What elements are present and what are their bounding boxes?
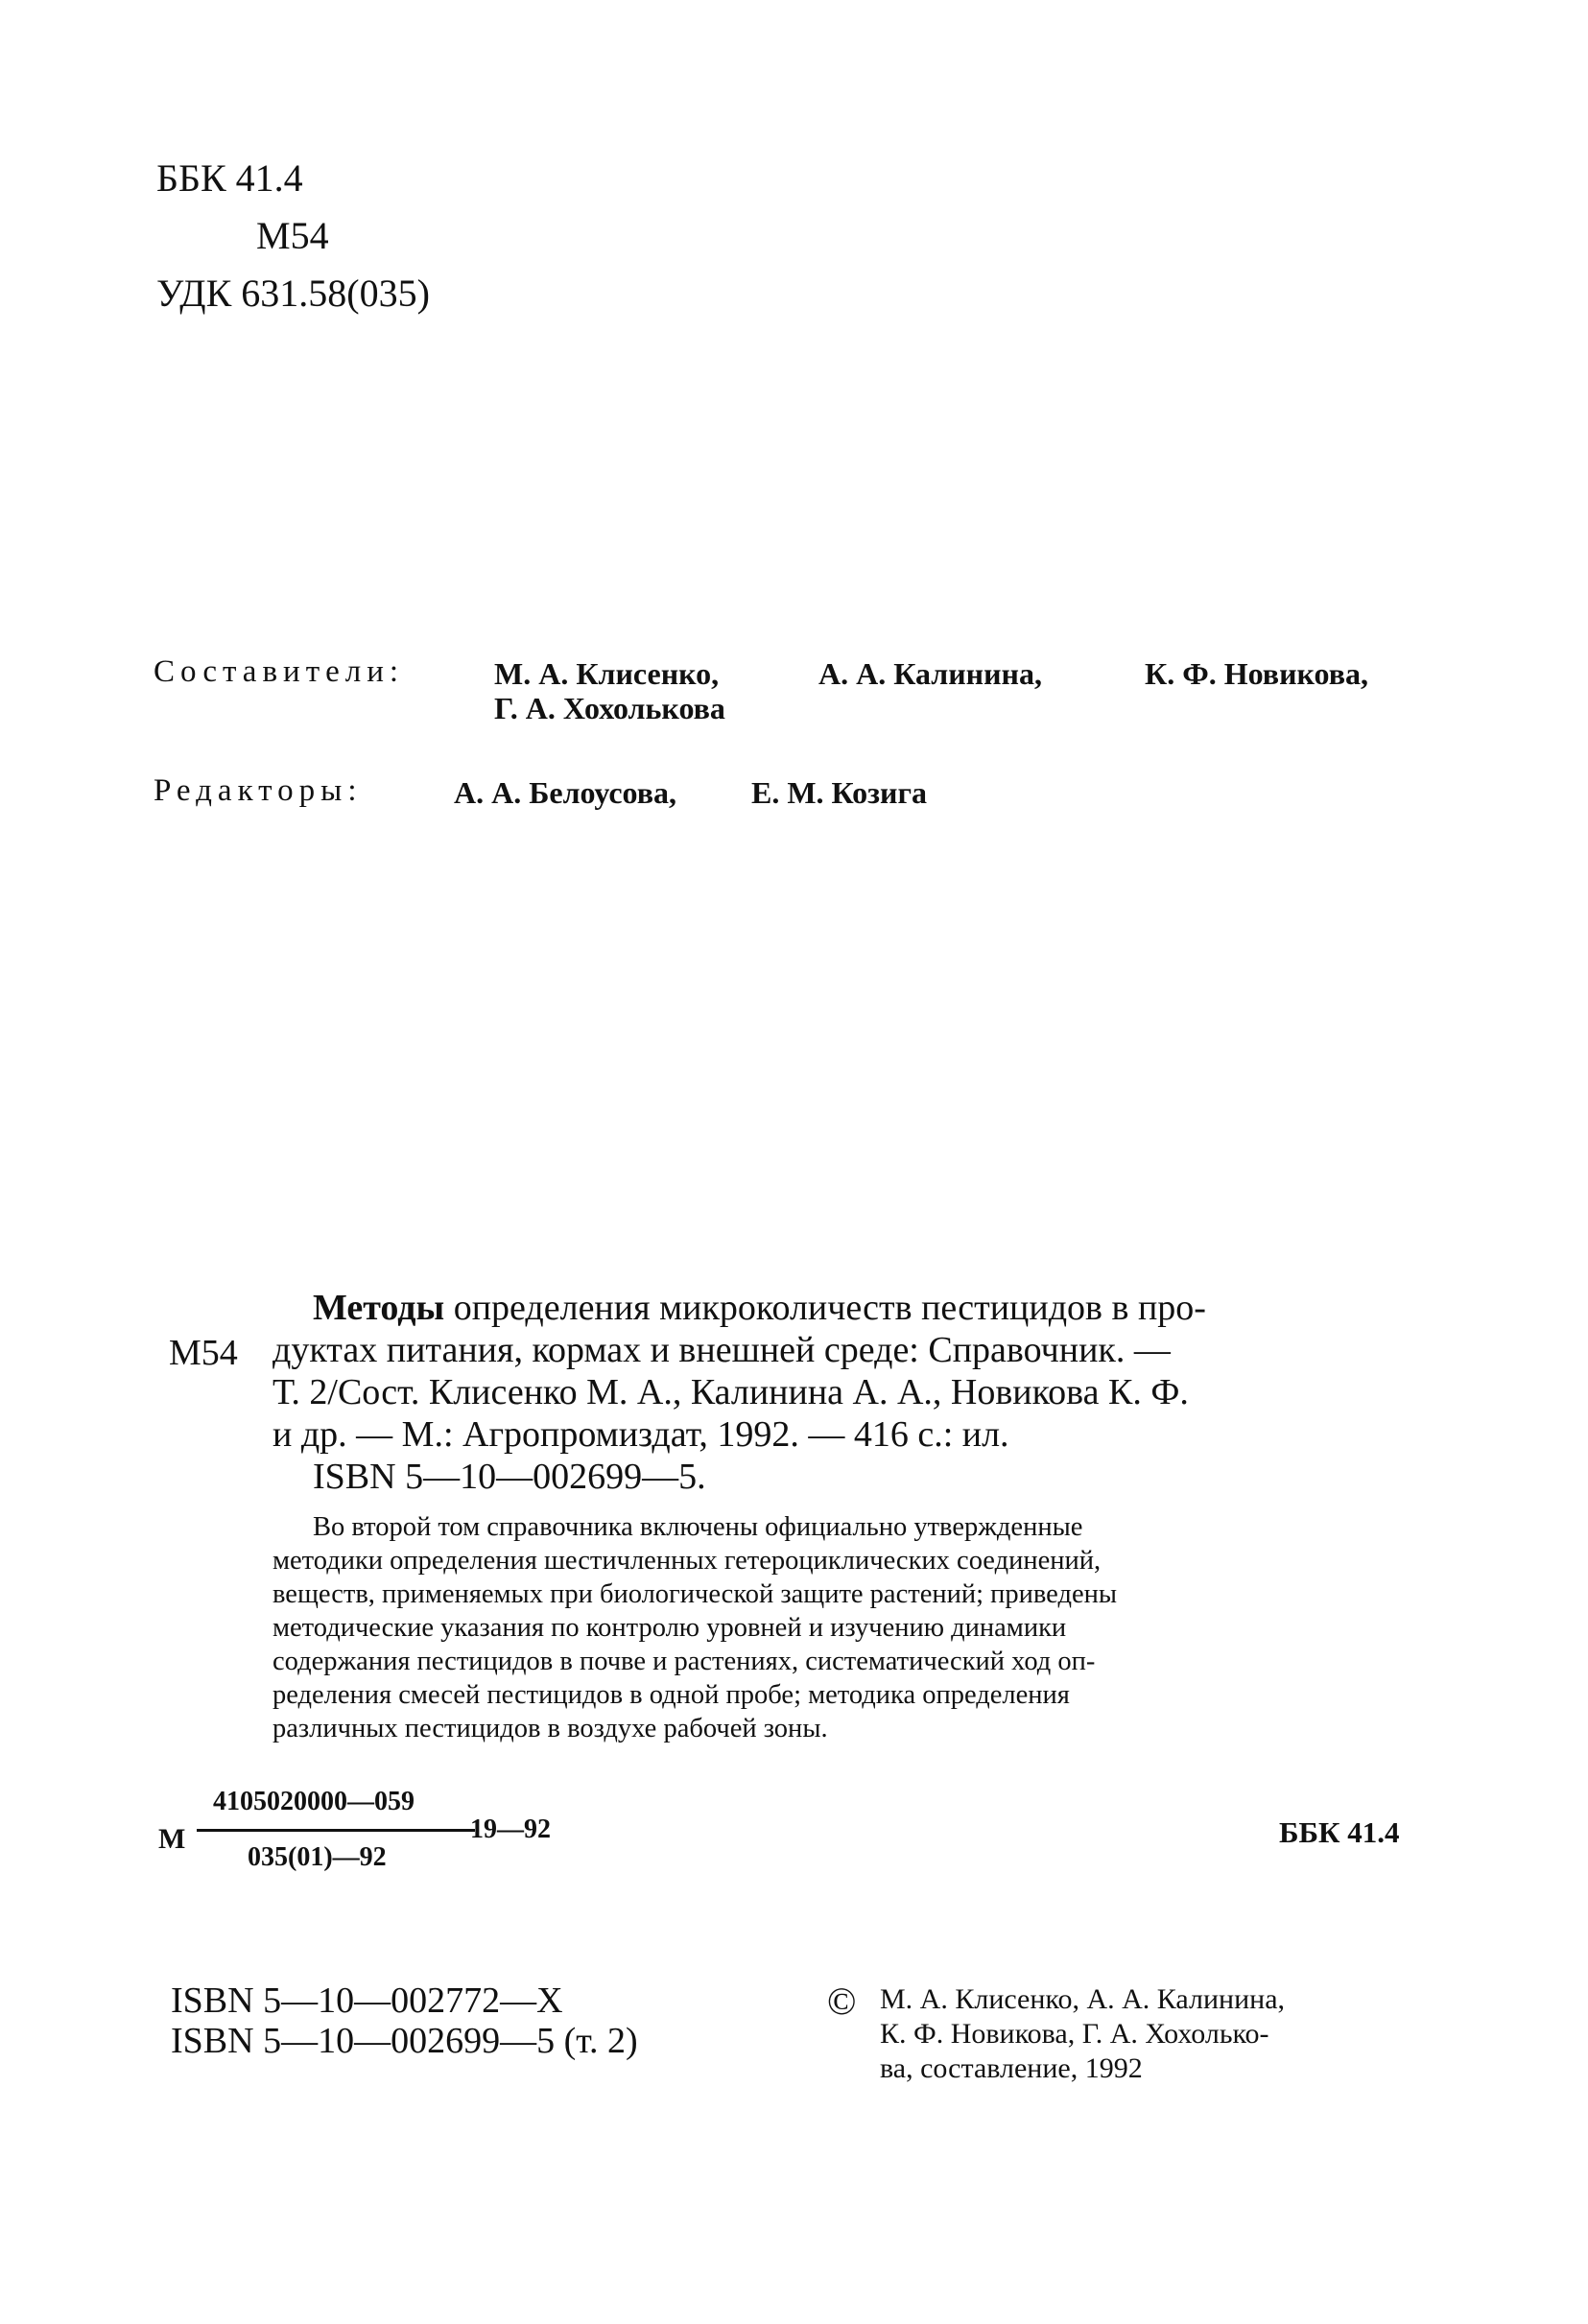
editor-name: Е. М. Козига xyxy=(751,775,927,810)
copyright-line: М. А. Клисенко, А. А. Калинина, xyxy=(880,1983,1286,2015)
compilers-label: Составители: xyxy=(154,654,405,689)
isbn-set: ISBN 5—10—002772—X xyxy=(171,1980,563,2021)
author-mark-top: М54 xyxy=(256,214,329,257)
entry-isbn: ISBN 5—10—002699—5. xyxy=(313,1457,706,1497)
fraction-line xyxy=(197,1829,475,1832)
editor-name: А. А. Белоусова, xyxy=(454,775,677,810)
abstract-line: различных пестицидов в воздухе рабочей зоны. xyxy=(273,1714,828,1743)
compiler-name: М. А. Клисенко, xyxy=(494,656,720,691)
compiler-name: К. Ф. Новикова, xyxy=(1145,656,1368,691)
entry-author-mark: М54 xyxy=(169,1333,238,1373)
bbk-code-bottom: ББК 41.4 xyxy=(1279,1815,1400,1849)
publisher-code-denominator: 035(01)—92 xyxy=(248,1842,387,1872)
abstract-line: ределения смесей пестицидов в одной пробе; методика определения xyxy=(273,1680,1070,1710)
entry-line-4: и др. — М.: Агропромиздат, 1992. — 416 с.: ил. xyxy=(273,1414,1009,1455)
abstract-line: методические указания по контролю уровней и изучению динамики xyxy=(273,1613,1067,1643)
isbn-volume: ISBN 5—10—002699—5 (т. 2) xyxy=(171,2021,638,2061)
publisher-code-prefix: М xyxy=(158,1823,186,1855)
publisher-code-numerator: 4105020000—059 xyxy=(213,1787,415,1816)
entry-line-2: дуктах питания, кормах и внешней среде: Справочник. — xyxy=(273,1330,1171,1370)
editors-label: Редакторы: xyxy=(154,773,363,808)
abstract-line: веществ, применяемых при биологической защите растений; приведены xyxy=(273,1579,1118,1609)
entry-line-1 xyxy=(313,1288,1206,1329)
abstract-line: методики определения шестичленных гетероциклических соединений, xyxy=(273,1546,1102,1576)
compiler-name: А. А. Калинина, xyxy=(818,656,1042,691)
abstract-line: Во второй том справочника включены официально утвержденные xyxy=(313,1512,1083,1542)
entry-line-3: Т. 2/Сост. Клисенко М. А., Калинина А. А., Новикова К. Ф. xyxy=(273,1372,1189,1412)
entry-line-1-rest: определения микроколичеств пестицидов в про- xyxy=(453,1288,1206,1328)
copyright-symbol: © xyxy=(827,1980,857,2023)
entry-title-bold: Методы xyxy=(313,1288,445,1328)
udk-code: УДК 631.58(035) xyxy=(156,272,430,315)
compiler-name: Г. А. Хохолькова xyxy=(494,691,725,725)
copyright-line: К. Ф. Новикова, Г. А. Хохолько- xyxy=(880,2018,1269,2050)
abstract-line: содержания пестицидов в почве и растениях, систематический ход оп- xyxy=(273,1647,1096,1676)
copyright-line: ва, составление, 1992 xyxy=(880,2052,1143,2084)
abstract xyxy=(273,1510,1439,1745)
bbk-code-top: ББК 41.4 xyxy=(156,156,303,200)
publisher-code-suffix: 19—92 xyxy=(470,1814,551,1844)
